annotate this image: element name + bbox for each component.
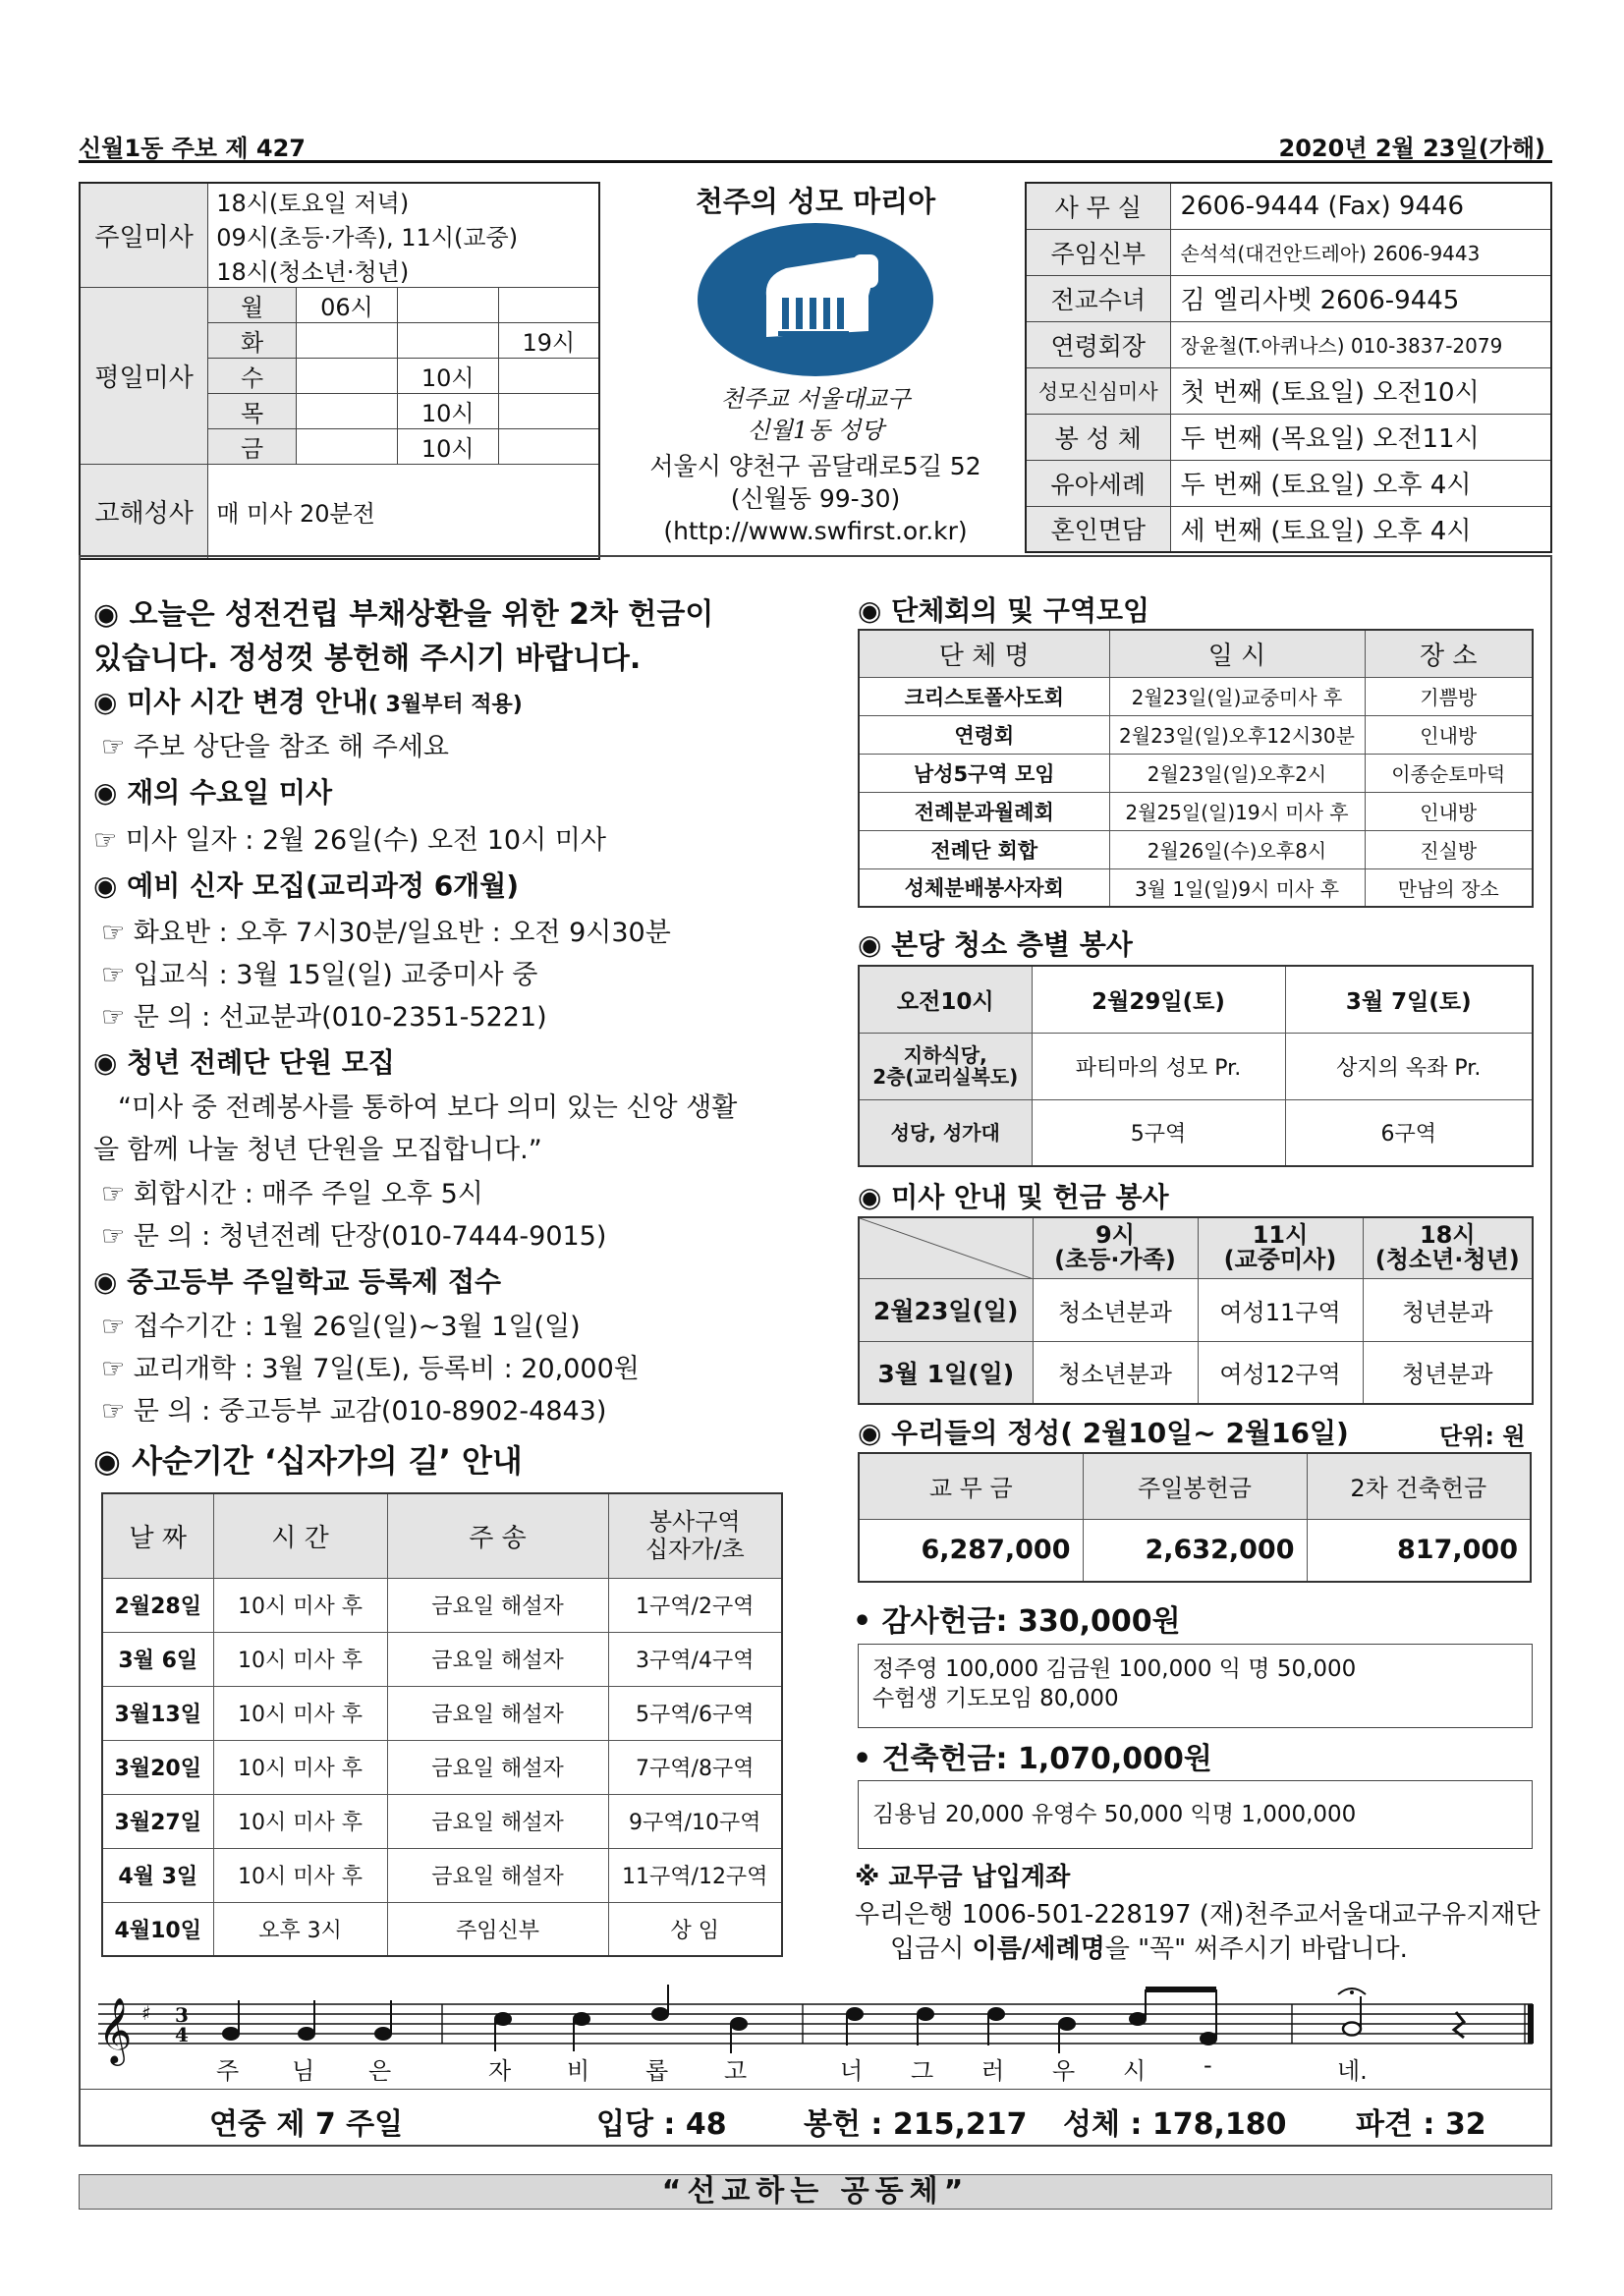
weekday-time	[498, 359, 599, 394]
notice-quote: 을 함께 나눌 청년 단원을 모집합니다.”	[93, 1135, 542, 1165]
cell: 2월26일(수)오후8시	[1109, 830, 1365, 868]
cell: 금요일 해설자	[387, 1686, 608, 1740]
mass-offering-service-table	[858, 1216, 1534, 1405]
table-header: 장 소	[1365, 630, 1533, 677]
section-title: ◉ 미사 안내 및 헌금 봉사	[858, 1181, 1169, 1213]
section-title: ◉ 단체회의 및 구역모임	[858, 594, 1150, 627]
lyric-syllable: 러	[981, 2057, 1005, 2085]
cell: 상지의 옥좌 Pr.	[1285, 1033, 1533, 1099]
donor-line: 정주영 100,000 김금원 100,000 익 명 50,000	[872, 1656, 1357, 1682]
bulletin-issue: 신월1동 주보 제 427	[79, 135, 306, 162]
table-header-line: (초등·가족)	[1054, 1246, 1176, 1274]
cell: 진실방	[1365, 830, 1533, 868]
svg-text:3: 3	[175, 2003, 189, 2027]
sunday-mass-line: 18시(청소년·청년)	[208, 252, 599, 288]
cell: 이종순토마덕	[1365, 754, 1533, 792]
cell: 3월20일	[102, 1740, 213, 1794]
cell: 청년분과	[1363, 1341, 1533, 1404]
table-row	[102, 1848, 782, 1902]
donor-line: 김용님 20,000 유영수 50,000 익명 1,000,000	[872, 1802, 1357, 1827]
address-line: (신월동 99-30)	[730, 484, 901, 513]
table-row	[859, 715, 1533, 754]
hymn-communion: 성체 : 178,180	[1063, 2107, 1287, 2142]
lyric-syllable: 시	[1123, 2057, 1147, 2085]
cell: 오후 3시	[213, 1902, 387, 1956]
sunday-mass-label: 주일미사	[80, 183, 208, 288]
weekday-mass-label: 평일미사	[80, 288, 208, 465]
cell: 주임신부	[387, 1902, 608, 1956]
mass-schedule-table	[79, 182, 600, 560]
table-header-line: 9시	[1095, 1221, 1135, 1250]
account-note-part: 입금시	[890, 1934, 973, 1964]
hymn-offertory: 봉헌 : 215,217	[804, 2107, 1028, 2142]
table-header: 주일봉헌금	[1083, 1453, 1307, 1519]
row-label-line: 지하식당,	[903, 1043, 987, 1067]
cell: 11구역/12구역	[608, 1848, 782, 1902]
notice-title: ◉ 중고등부 주일학교 등록제 접수	[93, 1265, 502, 1298]
contact-value: 두 번째 (목요일) 오전11시	[1170, 414, 1551, 460]
cell: 2월28일	[102, 1578, 213, 1632]
weekday-name: 금	[208, 429, 297, 465]
cell: 10시 미사 후	[213, 1794, 387, 1848]
cell: 성체분배봉사자회	[859, 868, 1109, 907]
building-offering-title: • 건축헌금: 1,070,000원	[853, 1742, 1212, 1776]
section-title: ◉ 우리들의 정성( 2월10일~ 2월16일)	[858, 1417, 1349, 1449]
table-header-line: 11시	[1252, 1221, 1309, 1250]
donor-line: 수험생 기도모임 80,000	[872, 1686, 1119, 1711]
hymn-lyrics	[79, 2051, 1552, 2085]
section-title: ◉ 본당 청소 층별 봉사	[858, 928, 1133, 961]
offering-unit: 단위: 원	[1439, 1423, 1526, 1450]
account-note-part: 을 "꼭" 써주시기 바랍니다.	[1104, 1934, 1408, 1964]
parish-website[interactable]: (http://www.swfirst.or.kr)	[663, 517, 968, 545]
weekday-name: 목	[208, 394, 297, 429]
contact-label: 유아세례	[1026, 460, 1170, 506]
contact-value: 두 번째 (토요일) 오후 4시	[1170, 460, 1551, 506]
table-header-line: 18시	[1419, 1221, 1476, 1250]
cell: 인내방	[1365, 792, 1533, 830]
table-header-line: (교중미사)	[1223, 1246, 1337, 1274]
weekday-time: 06시	[297, 288, 398, 323]
stations-of-cross-table	[101, 1492, 783, 1957]
offering-value: 6,287,000	[859, 1519, 1083, 1582]
weekday-time	[297, 359, 398, 394]
cell: 금요일 해설자	[387, 1740, 608, 1794]
cell: 3월 1일(일)9시 미사 후	[1109, 868, 1365, 907]
cell: 10시 미사 후	[213, 1740, 387, 1794]
thanks-offering-title: • 감사헌금: 330,000원	[853, 1604, 1181, 1639]
lyric-syllable: 은	[368, 2057, 392, 2085]
hymn-entrance: 입당 : 48	[596, 2107, 727, 2142]
notice-line: ☞ 회합시간 : 매주 주일 오후 5시	[101, 1179, 483, 1209]
cell: 10시 미사 후	[213, 1632, 387, 1686]
svg-text:♯: ♯	[141, 2001, 151, 2025]
diagonal-line	[860, 1218, 1034, 1279]
table-row	[859, 792, 1533, 830]
weekday-time	[297, 429, 398, 465]
contact-table	[1025, 182, 1552, 553]
cell: 7구역/8구역	[608, 1740, 782, 1794]
notice-title-main: ◉ 미사 시간 변경 안내	[93, 686, 368, 718]
table-header: 날 짜	[102, 1493, 213, 1578]
cell: 금요일 해설자	[387, 1794, 608, 1848]
table-row	[859, 868, 1533, 907]
cell: 5구역/6구역	[608, 1686, 782, 1740]
notice-line: ☞ 접수기간 : 1월 26일(일)~3월 1일(일)	[101, 1312, 581, 1342]
cell: 3구역/4구역	[608, 1632, 782, 1686]
cell: 남성5구역 모임	[859, 754, 1109, 792]
cell: 전례단 회합	[859, 830, 1109, 868]
notice-title: ◉ 사순기간 ‘십자가의 길’ 안내	[93, 1442, 523, 1480]
table-header	[608, 1493, 782, 1578]
table-header: 2월29일(토)	[1032, 966, 1285, 1033]
account-title: ※ 교무금 납입계좌	[855, 1863, 1071, 1892]
table-row	[859, 1278, 1533, 1341]
notice-title: ◉ 청년 전례단 단원 모집	[93, 1046, 395, 1079]
offering-table	[858, 1452, 1532, 1583]
table-header: 3월 7일(토)	[1285, 966, 1533, 1033]
logo-caption-line: 신월1동 성당	[747, 417, 884, 444]
notice-line: ☞ 입교식 : 3월 15일(일) 교중미사 중	[101, 960, 538, 990]
cell: 전례분과월례회	[859, 792, 1109, 830]
cell: 청년분과	[1363, 1278, 1533, 1341]
table-row	[102, 1632, 782, 1686]
lyric-syllable: 님	[292, 2057, 315, 2085]
table-row	[859, 1099, 1533, 1166]
svg-text:4: 4	[175, 2023, 189, 2046]
weekday-name: 수	[208, 359, 297, 394]
row-label-line: 2층(교리실복도)	[872, 1065, 1019, 1089]
weekday-time: 19시	[498, 323, 599, 359]
lyric-syllable: 주	[216, 2057, 240, 2085]
table-header: 2차 건축헌금	[1307, 1453, 1531, 1519]
parish-title: 천주의 성모 마리아	[695, 185, 936, 218]
cell: 3월27일	[102, 1794, 213, 1848]
cell: 연령회	[859, 715, 1109, 754]
table-corner	[859, 1217, 1033, 1278]
contact-value: 세 번째 (토요일) 오후 4시	[1170, 506, 1551, 552]
notice-line: ☞ 미사 일자 : 2월 26일(수) 오전 10시 미사	[93, 825, 606, 856]
contact-label: 주임신부	[1026, 229, 1170, 275]
table-row	[102, 1686, 782, 1740]
offering-value: 817,000	[1307, 1519, 1531, 1582]
weekday-time: 10시	[397, 359, 498, 394]
building-offering-box	[858, 1780, 1533, 1849]
lyric-syllable: 롭	[645, 2057, 669, 2085]
offering-value: 2,632,000	[1083, 1519, 1307, 1582]
cell: 2월23일(일)교중미사 후	[1109, 677, 1365, 715]
table-header: 일 시	[1109, 630, 1365, 677]
contact-label: 연령회장	[1026, 321, 1170, 367]
parish-logo	[696, 221, 935, 378]
account-note	[890, 1929, 1408, 1965]
table-row	[859, 1033, 1533, 1099]
notice-title-sub: ( 3월부터 적용)	[367, 693, 523, 717]
weekday-time	[498, 429, 599, 465]
cell: 금요일 해설자	[387, 1632, 608, 1686]
svg-text:𝄞: 𝄞	[98, 1996, 133, 2063]
cell: 청소년분과	[1033, 1278, 1198, 1341]
lyric-syllable: 우	[1052, 2057, 1076, 2085]
notice-line: ☞ 문 의 : 선교분과(010-2351-5221)	[101, 1002, 547, 1033]
thanks-offering-box	[858, 1644, 1533, 1728]
row-label: 2월23일(일)	[859, 1278, 1033, 1341]
table-row	[859, 677, 1533, 715]
cell: 상 임	[608, 1902, 782, 1956]
cell: 6구역	[1285, 1099, 1533, 1166]
weekday-time	[498, 288, 599, 323]
cell: 청소년분과	[1033, 1341, 1198, 1404]
lyric-syllable: -	[1204, 2051, 1212, 2079]
weekday-time	[498, 394, 599, 429]
weekday-time: 10시	[397, 394, 498, 429]
cleaning-table	[858, 965, 1534, 1167]
table-row	[859, 1519, 1531, 1582]
table-row	[102, 1902, 782, 1956]
weekday-time	[297, 394, 398, 429]
cell: 크리스토폴사도회	[859, 677, 1109, 715]
table-row	[102, 1578, 782, 1632]
confession-label: 고해성사	[80, 465, 208, 559]
cell: 5구역	[1032, 1099, 1285, 1166]
cell: 4월10일	[102, 1902, 213, 1956]
notice-line: ☞ 문 의 : 청년전례 단장(010-7444-9015)	[101, 1221, 607, 1252]
cell: 10시 미사 후	[213, 1686, 387, 1740]
table-header: 시 간	[213, 1493, 387, 1578]
sunday-name: 연중 제 7 주일	[209, 2107, 404, 2142]
sunday-mass-line: 18시(토요일 저녁)	[208, 183, 599, 218]
notice-line: ☞ 교리개학 : 3월 7일(토), 등록비 : 20,000원	[101, 1354, 640, 1384]
row-label: 3월 1일(일)	[859, 1341, 1033, 1404]
weekday-time	[397, 288, 498, 323]
cell: 2월23일(일)오후12시30분	[1109, 715, 1365, 754]
sunday-mass-line: 09시(초등·가족), 11시(교중)	[208, 218, 599, 252]
cell: 파티마의 성모 Pr.	[1032, 1033, 1285, 1099]
parish-motto: “선교하는 공동체”	[79, 2174, 1552, 2210]
cell: 기쁨방	[1365, 677, 1533, 715]
lyric-syllable: 그	[911, 2057, 934, 2085]
cell: 3월 6일	[102, 1632, 213, 1686]
cell: 3월13일	[102, 1686, 213, 1740]
lyric-syllable: 너	[840, 2057, 864, 2085]
header-rule	[79, 160, 1552, 163]
contact-label: 혼인면담	[1026, 506, 1170, 552]
account-note-emphasis: 이름/세례명	[972, 1934, 1105, 1964]
weekday-time	[397, 323, 498, 359]
table-header	[1363, 1217, 1533, 1278]
cell: 금요일 해설자	[387, 1578, 608, 1632]
cell: 금요일 해설자	[387, 1848, 608, 1902]
weekday-name: 월	[208, 288, 297, 323]
weekday-time: 10시	[397, 429, 498, 465]
cell: 4월 3일	[102, 1848, 213, 1902]
table-header	[1198, 1217, 1363, 1278]
logo-caption-line: 천주교 서울대교구	[720, 385, 911, 413]
table-header: 오전10시	[859, 966, 1032, 1033]
table-header	[1033, 1217, 1198, 1278]
hymn-footer	[79, 2089, 1552, 2146]
contact-label: 성모신심미사	[1026, 367, 1170, 414]
notice-title: 있습니다. 정성껏 봉헌해 주시기 바랍니다.	[93, 642, 642, 676]
notice-line: ☞ 문 의 : 중고등부 교감(010-8902-4843)	[101, 1396, 607, 1427]
table-header-line: 십자가/초	[644, 1536, 745, 1564]
weekday-time	[297, 323, 398, 359]
confession-text: 매 미사 20분전	[208, 465, 599, 559]
lyric-syllable: 고	[724, 2057, 748, 2085]
cell: 2월25일(일)19시 미사 후	[1109, 792, 1365, 830]
row-label	[859, 1033, 1032, 1099]
table-row	[859, 830, 1533, 868]
table-header-line: (청소년·청년)	[1374, 1246, 1520, 1274]
notice-title: ◉ 재의 수요일 미사	[93, 776, 333, 809]
contact-label: 봉 성 체	[1026, 414, 1170, 460]
notice-line: ☞ 화요반 : 오후 7시30분/일요반 : 오전 9시30분	[101, 918, 671, 948]
parish-address	[599, 450, 1032, 547]
cell: 여성12구역	[1198, 1341, 1363, 1404]
cell: 2월23일(일)오후2시	[1109, 754, 1365, 792]
cell: 1구역/2구역	[608, 1578, 782, 1632]
table-row	[102, 1794, 782, 1848]
hymn-recessional: 파견 : 32	[1356, 2107, 1486, 2142]
account-line: 우리은행 1006-501-228197 (재)천주교서울대교구유지재단	[855, 1900, 1540, 1930]
contact-label: 전교수녀	[1026, 275, 1170, 321]
bulletin-date: 2020년 2월 23일(가해)	[1278, 135, 1545, 162]
weekday-name: 화	[208, 323, 297, 359]
cell: 10시 미사 후	[213, 1578, 387, 1632]
contact-value: 첫 번째 (토요일) 오전10시	[1170, 367, 1551, 414]
lyric-syllable: 네.	[1337, 2057, 1368, 2085]
contact-value: 장윤철(T.아퀴나스) 010-3837-2079	[1170, 321, 1551, 367]
notice-line: ☞ 주보 상단을 참조 해 주세요	[101, 732, 450, 762]
notice-quote: “미사 중 전례봉사를 통하여 보다 의미 있는 신앙 생활	[118, 1092, 738, 1123]
notice-title: ◉ 예비 신자 모집(교리과정 6개월)	[93, 869, 520, 902]
contact-label: 사 무 실	[1026, 183, 1170, 229]
lyric-syllable: 비	[567, 2057, 590, 2085]
contact-value: 2606-9444 (Fax) 9446	[1170, 183, 1551, 229]
contact-value: 손석석(대건안드레아) 2606-9443	[1170, 229, 1551, 275]
cell: 인내방	[1365, 715, 1533, 754]
table-header: 단 체 명	[859, 630, 1109, 677]
table-row	[859, 1341, 1533, 1404]
cell: 10시 미사 후	[213, 1848, 387, 1902]
notice-title: ◉ 오늘은 성전건립 부채상환을 위한 2차 헌금이	[93, 597, 714, 632]
cell: 만남의 장소	[1365, 868, 1533, 907]
parish-logo-caption	[599, 383, 1032, 446]
contact-value: 김 엘리사벳 2606-9445	[1170, 275, 1551, 321]
table-row	[859, 754, 1533, 792]
cell: 9구역/10구역	[608, 1794, 782, 1848]
lyric-syllable: 자	[488, 2057, 512, 2085]
table-header: 주 송	[387, 1493, 608, 1578]
table-header-line: 봉사구역	[648, 1508, 741, 1537]
group-meetings-table	[858, 629, 1534, 908]
table-header: 교 무 금	[859, 1453, 1083, 1519]
table-row	[102, 1740, 782, 1794]
cell: 여성11구역	[1198, 1278, 1363, 1341]
notice-title	[93, 681, 523, 720]
row-label: 성당, 성가대	[859, 1099, 1032, 1166]
address-line: 서울시 양천구 곰달래로5길 52	[649, 452, 981, 480]
